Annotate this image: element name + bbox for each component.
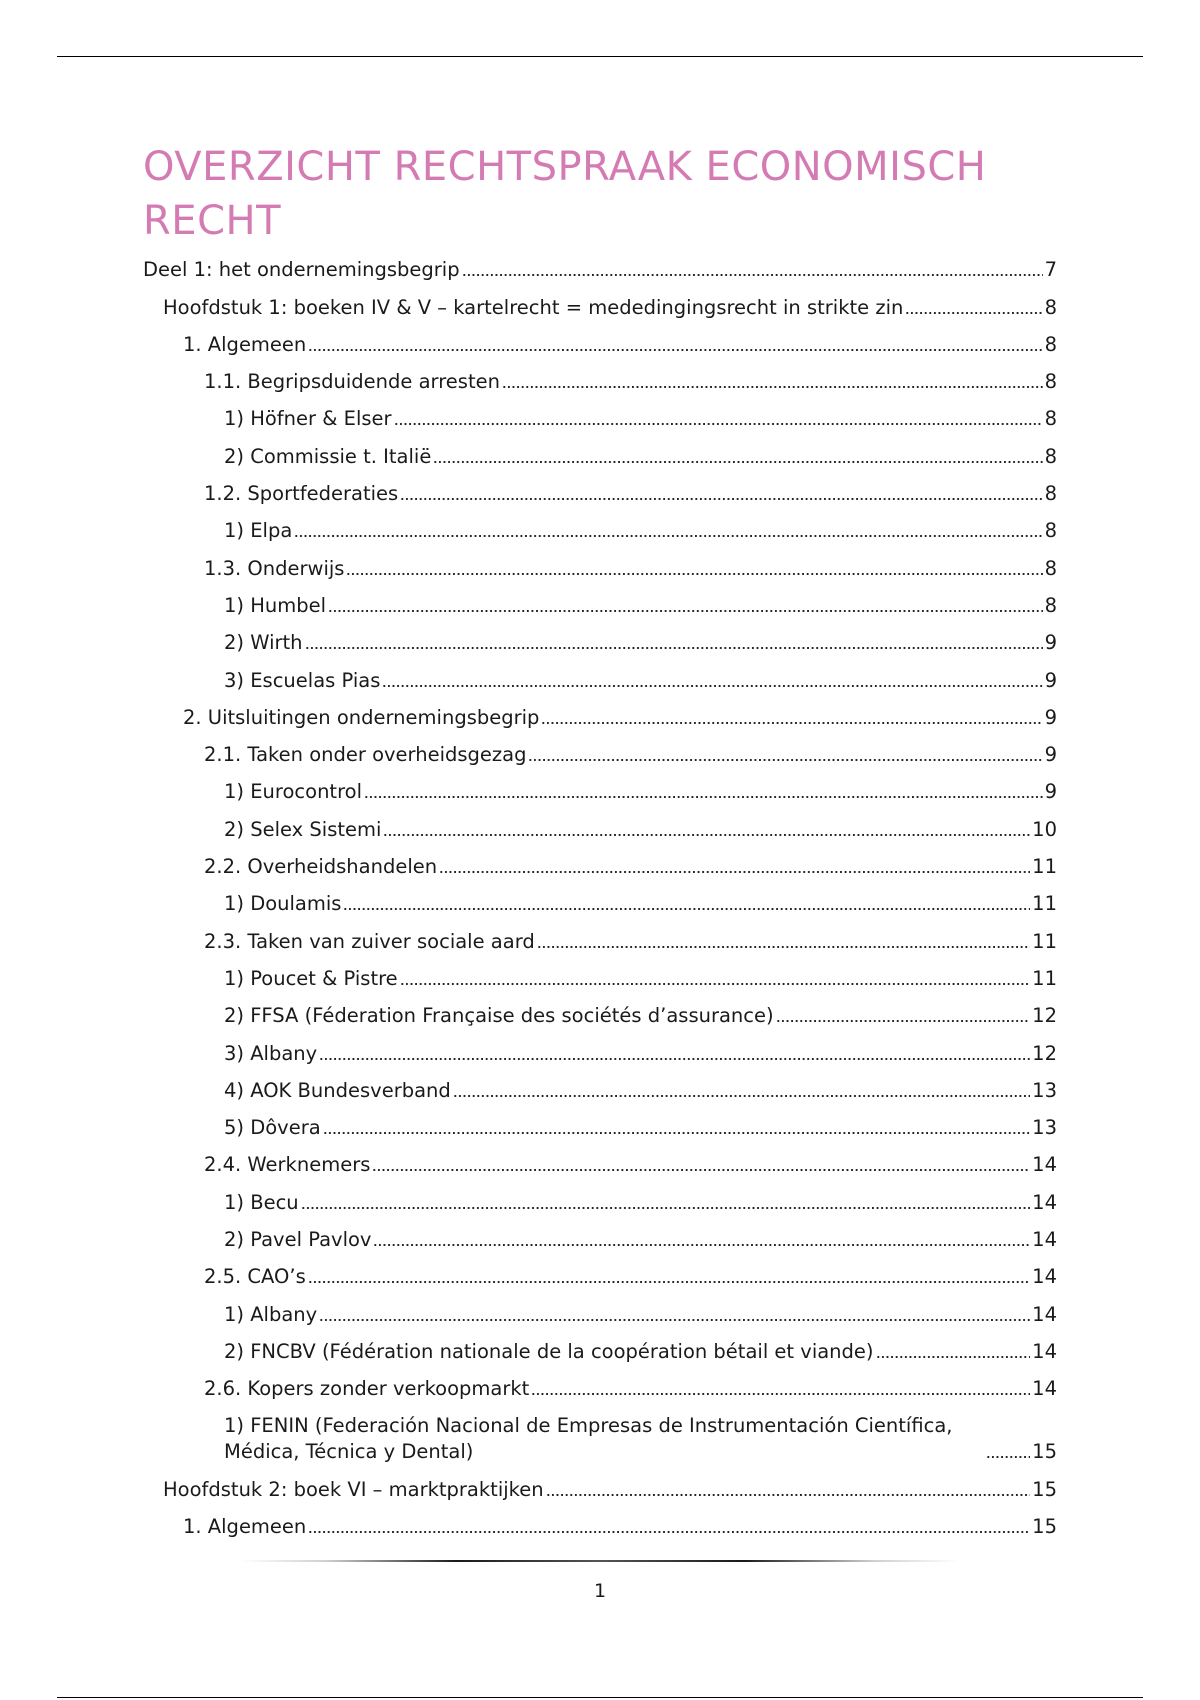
toc-entry-page: 14 [1032,1339,1057,1363]
toc-entry[interactable] [143,924,1057,961]
toc-entry-page: 15 [1032,1477,1057,1501]
toc-entry-title: 2.1. Taken onder overheidsgezag [204,743,527,767]
toc-entry-page: 8 [1044,295,1057,319]
toc-entry-title: 1. Algemeen [183,332,307,356]
toc-entry[interactable] [143,626,1057,663]
toc-entry-title: 1) Humbel [224,593,327,617]
toc-entry-title: Hoofdstuk 1: boeken IV & V – kartelrecht = mededingingsrecht in strikte zin [163,295,904,319]
toc-entry-page: 8 [1044,444,1057,468]
toc-entry[interactable] [143,439,1057,476]
toc-entry[interactable] [143,589,1057,626]
toc-dot-leader [323,1130,1031,1136]
toc-dot-leader [502,384,1043,390]
toc-entry-title: 2) FNCBV (Fédération nationale de la coopération bétail et viande) [224,1339,874,1363]
toc-entry[interactable] [143,1297,1057,1334]
toc-entry-title: 1) Doulamis [224,892,342,916]
toc-entry[interactable] [143,477,1057,514]
toc-entry-page: 14 [1032,1190,1057,1214]
toc-dot-leader [301,1205,1031,1211]
toc-entry[interactable] [143,887,1057,924]
toc-entry-page: 11 [1032,929,1057,953]
toc-entry-title: 1) Elpa [224,519,293,543]
toc-entry-page: 9 [1044,668,1057,692]
toc-entry-title: 3) Escuelas Pias [224,668,381,692]
table-of-contents [143,253,1057,1547]
toc-entry-page: 13 [1032,1116,1057,1140]
toc-entry-title: 2.3. Taken van zuiver sociale aard [204,929,535,953]
toc-dot-leader [319,1056,1030,1062]
toc-entry[interactable] [143,1074,1057,1111]
toc-entry-title: 3) Albany [224,1041,318,1065]
toc-entry[interactable] [143,999,1057,1036]
toc-entry-title: 4) AOK Bundesverband [224,1078,451,1102]
toc-entry-page: 10 [1032,817,1057,841]
toc-dot-leader [531,1391,1030,1397]
toc-dot-leader [308,1529,1030,1535]
toc-entry-page: 15 [1032,1440,1057,1464]
toc-entry-title: 2.4. Werknemers [204,1153,371,1177]
toc-entry-title: 1) Höfner & Elser [224,407,392,431]
toc-entry-page: 12 [1032,1041,1057,1065]
toc-entry-page: 12 [1032,1004,1057,1028]
toc-entry-title: Hoofdstuk 2: boek VI – marktpraktijken [163,1477,544,1501]
toc-entry-page: 14 [1032,1302,1057,1326]
toc-entry[interactable] [143,514,1057,551]
toc-dot-leader [394,421,1043,427]
toc-dot-leader [308,1279,1030,1285]
toc-entry-title: 1) Eurocontrol [224,780,363,804]
toc-dot-leader [439,869,1030,875]
toc-entry[interactable] [143,1335,1057,1372]
toc-entry[interactable] [143,812,1057,849]
document-title: OVERZICHT RECHTSPRAAK ECONOMISCH RECHT [143,144,987,244]
toc-entry[interactable] [143,701,1057,738]
toc-dot-leader [294,533,1042,539]
toc-entry-title: 2.5. CAO’s [204,1265,306,1289]
toc-dot-leader [364,794,1043,800]
toc-dot-leader [305,645,1043,651]
toc-entry-title: 2.2. Overheidshandelen [204,855,438,879]
toc-dot-leader [400,981,1031,987]
toc-entry[interactable] [143,663,1057,700]
toc-entry[interactable] [143,328,1057,365]
toc-entry-title: 1) FENIN (Federación Nacional de Empresas de Instrumentación Científica, Médica, Técnica y Dental) [224,1414,953,1464]
toc-dot-leader [876,1354,1031,1360]
toc-entry-page: 14 [1032,1153,1057,1177]
toc-entry-page: 9 [1044,780,1057,804]
toc-entry-page: 8 [1044,332,1057,356]
toc-entry-page: 11 [1032,855,1057,879]
toc-entry-page: 8 [1044,593,1057,617]
toc-entry-page: 11 [1032,966,1057,990]
toc-entry[interactable] [143,1472,1057,1509]
toc-entry-title: Deel 1: het ondernemingsbegrip [143,258,460,282]
toc-dot-leader [343,906,1030,912]
toc-dot-leader [382,683,1042,689]
toc-dot-leader [546,1492,1031,1498]
toc-dot-leader [537,944,1030,950]
toc-entry[interactable] [143,850,1057,887]
page-bottom-rule [57,1697,1143,1698]
toc-entry-page: 11 [1032,892,1057,916]
toc-dot-leader [400,496,1042,502]
toc-entry-title: 1) Albany [224,1302,318,1326]
toc-entry-page: 14 [1032,1265,1057,1289]
toc-dot-leader [328,608,1043,614]
toc-entry[interactable] [143,1510,1057,1547]
toc-entry-page: 9 [1044,705,1057,729]
toc-dot-leader [541,720,1042,726]
toc-entry-title: 2) Selex Sistemi [224,817,382,841]
toc-dot-leader [776,1018,1031,1024]
toc-entry-title: 1.3. Onderwijs [204,556,345,580]
toc-entry-title: 2.6. Kopers zonder verkoopmarkt [204,1377,530,1401]
toc-entry-page: 8 [1044,482,1057,506]
toc-entry-page: 13 [1032,1078,1057,1102]
toc-dot-leader [433,459,1042,465]
toc-entry-title: 1.1. Begripsduidende arresten [204,370,500,394]
toc-entry-title: 2) Commissie t. Italië [224,444,432,468]
toc-entry[interactable] [143,1372,1057,1409]
toc-entry-title: 2) Wirth [224,631,303,655]
toc-dot-leader [372,1167,1030,1173]
toc-dot-leader [308,347,1042,353]
toc-entry-title: 2) Pavel Pavlov [224,1228,372,1252]
toc-entry-title: 1.2. Sportfederaties [204,482,399,506]
toc-entry-page: 8 [1044,556,1057,580]
toc-entry-page: 9 [1044,743,1057,767]
toc-entry-page: 8 [1044,370,1057,394]
header-rule [57,56,1143,57]
toc-entry[interactable] [143,1409,1057,1472]
toc-entry[interactable] [143,962,1057,999]
toc-entry[interactable] [143,365,1057,402]
toc-entry-title: 2) FFSA (Féderation Française des sociétés d’assurance) [224,1004,774,1028]
toc-dot-leader [528,757,1042,763]
toc-entry-page: 15 [1032,1514,1057,1538]
toc-entry[interactable] [143,738,1057,775]
toc-dot-leader [986,1454,1030,1460]
toc-entry-title: 5) Dôvera [224,1116,321,1140]
toc-dot-leader [905,310,1042,316]
toc-entry[interactable] [143,1111,1057,1148]
toc-entry[interactable] [143,1185,1057,1222]
toc-entry-page: 8 [1044,407,1057,431]
toc-entry[interactable] [143,1036,1057,1073]
toc-entry[interactable] [143,1223,1057,1260]
toc-entry-page: 9 [1044,631,1057,655]
toc-entry-page: 8 [1044,519,1057,543]
toc-entry[interactable] [143,775,1057,812]
toc-dot-leader [462,272,1043,278]
toc-entry-title: 2. Uitsluitingen ondernemingsbegrip [183,705,540,729]
toc-dot-leader [383,832,1030,838]
toc-entry[interactable] [143,253,1057,290]
toc-entry[interactable] [143,290,1057,327]
toc-dot-leader [319,1317,1030,1323]
toc-entry[interactable] [143,1148,1057,1185]
toc-entry[interactable] [143,1260,1057,1297]
footer-rule [240,1560,960,1562]
page-number: 1 [593,1580,607,1602]
toc-entry[interactable] [143,551,1057,588]
toc-entry-page: 14 [1032,1228,1057,1252]
toc-dot-leader [346,571,1042,577]
toc-entry-page: 14 [1032,1377,1057,1401]
toc-entry-title: 1) Becu [224,1190,299,1214]
toc-entry[interactable] [143,402,1057,439]
toc-dot-leader [373,1242,1030,1248]
toc-entry-title: 1. Algemeen [183,1514,307,1538]
toc-entry-page: 7 [1044,258,1057,282]
toc-entry-title: 1) Poucet & Pistre [224,966,398,990]
toc-dot-leader [453,1093,1030,1099]
